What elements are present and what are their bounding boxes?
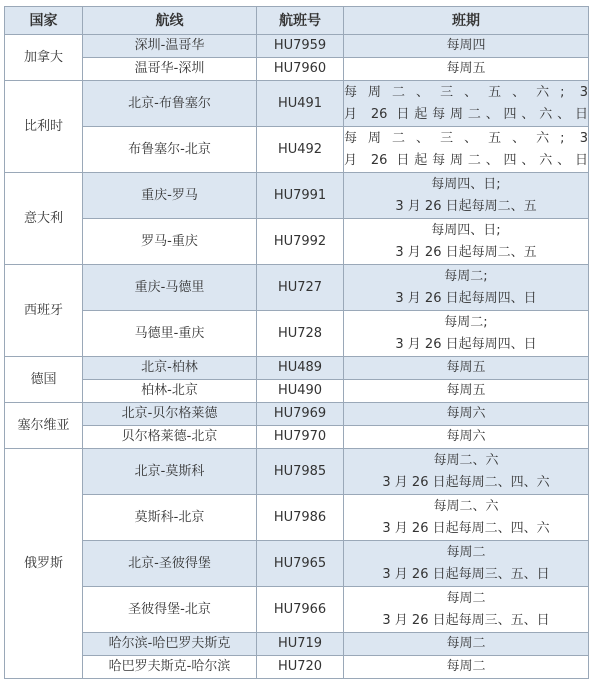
- schedule-cell: [344, 495, 589, 541]
- flight-number-cell: HU7965: [257, 541, 344, 587]
- schedule-line: 每周二、三、五、六; 3: [344, 84, 588, 100]
- route-cell: 深圳-温哥华: [83, 35, 257, 58]
- route-cell: 哈尔滨-哈巴罗夫斯克: [83, 633, 257, 656]
- schedule-cell: [344, 403, 589, 426]
- table-body: [5, 35, 589, 679]
- route-cell: 哈巴罗夫斯克-哈尔滨: [83, 656, 257, 679]
- route-cell: 北京-圣彼得堡: [83, 541, 257, 587]
- flight-number-cell: HU7959: [257, 35, 344, 58]
- table-row: [5, 173, 589, 219]
- flight-number-cell: HU491: [257, 81, 344, 127]
- country-cell: 比利时: [5, 81, 83, 173]
- country-cell: 意大利: [5, 173, 83, 265]
- country-cell: 塞尔维亚: [5, 403, 83, 449]
- flight-number-cell: HU719: [257, 633, 344, 656]
- route-cell: 莫斯科-北京: [83, 495, 257, 541]
- schedule-cell: [344, 426, 589, 449]
- schedule-line: 月 26 日起每周二、四、六、日: [344, 152, 588, 168]
- table-row: [5, 380, 589, 403]
- schedule-line: 每周二;: [444, 268, 488, 284]
- header-route: 航线: [83, 7, 257, 35]
- schedule-cell: [344, 357, 589, 380]
- flight-number-cell: HU7970: [257, 426, 344, 449]
- route-cell: 马德里-重庆: [83, 311, 257, 357]
- schedule-cell: [344, 219, 589, 265]
- country-cell: 西班牙: [5, 265, 83, 357]
- schedule-line: 月 26 日起每周二、四、六、日: [344, 106, 588, 122]
- flight-schedule-table: [4, 6, 589, 679]
- header-flight-no: 航班号: [257, 7, 344, 35]
- table-row: [5, 219, 589, 265]
- header-schedule: 班期: [344, 7, 589, 35]
- schedule-cell: [344, 35, 589, 58]
- schedule-line: 每周四、日;: [431, 176, 501, 192]
- schedule-line: 3 月 26 日起每周四、日: [395, 336, 537, 352]
- schedule-line: 每周二: [446, 659, 486, 674]
- schedule-cell: [344, 173, 589, 219]
- route-cell: 北京-贝尔格莱德: [83, 403, 257, 426]
- schedule-line: 3 月 26 日起每周三、五、日: [382, 566, 550, 582]
- flight-number-cell: HU7985: [257, 449, 344, 495]
- table-row: [5, 541, 589, 587]
- schedule-line: 3 月 26 日起每周二、四、六: [382, 520, 550, 536]
- table-row: [5, 81, 589, 127]
- schedule-line: 每周四、日;: [431, 222, 501, 238]
- schedule-cell: [344, 265, 589, 311]
- schedule-cell: [344, 656, 589, 679]
- schedule-line: 每周二、三、五、六; 3: [344, 130, 588, 146]
- route-cell: 重庆-马德里: [83, 265, 257, 311]
- schedule-line: 每周六: [446, 429, 486, 444]
- table-row: [5, 449, 589, 495]
- flight-number-cell: HU720: [257, 656, 344, 679]
- route-cell: 北京-柏林: [83, 357, 257, 380]
- table-row: [5, 357, 589, 380]
- flight-number-cell: HU7966: [257, 587, 344, 633]
- route-cell: 重庆-罗马: [83, 173, 257, 219]
- flight-number-cell: HU492: [257, 127, 344, 173]
- schedule-line: 每周五: [446, 61, 486, 76]
- route-cell: 罗马-重庆: [83, 219, 257, 265]
- flight-number-cell: HU7960: [257, 58, 344, 81]
- schedule-cell: [344, 311, 589, 357]
- table-row: [5, 58, 589, 81]
- schedule-cell: [344, 449, 589, 495]
- route-cell: 圣彼得堡-北京: [83, 587, 257, 633]
- flight-number-cell: HU490: [257, 380, 344, 403]
- table-row: [5, 311, 589, 357]
- schedule-cell: [344, 541, 589, 587]
- schedule-line: 每周二;: [444, 314, 488, 330]
- table-row: [5, 35, 589, 58]
- flight-number-cell: HU7969: [257, 403, 344, 426]
- schedule-line: 3 月 26 日起每周二、四、六: [382, 474, 550, 490]
- table-row: [5, 403, 589, 426]
- table-row: [5, 127, 589, 173]
- schedule-line: 每周五: [446, 360, 486, 375]
- flight-number-cell: HU489: [257, 357, 344, 380]
- schedule-line: 3 月 26 日起每周四、日: [395, 290, 537, 306]
- route-cell: 北京-布鲁塞尔: [83, 81, 257, 127]
- schedule-line: 每周四: [446, 38, 486, 53]
- flight-number-cell: HU7992: [257, 219, 344, 265]
- schedule-line: 每周五: [446, 383, 486, 398]
- schedule-cell: [344, 127, 589, 173]
- flight-number-cell: HU7986: [257, 495, 344, 541]
- schedule-cell: [344, 587, 589, 633]
- schedule-line: 3 月 26 日起每周二、五: [395, 198, 537, 214]
- table-row: [5, 426, 589, 449]
- flight-number-cell: HU728: [257, 311, 344, 357]
- schedule-line: 每周二: [446, 544, 486, 560]
- route-cell: 柏林-北京: [83, 380, 257, 403]
- route-cell: 北京-莫斯科: [83, 449, 257, 495]
- schedule-line: 每周二: [446, 636, 486, 651]
- country-cell: 加拿大: [5, 35, 83, 81]
- schedule-line: 每周二、六: [433, 452, 499, 468]
- schedule-cell: [344, 81, 589, 127]
- flight-number-cell: HU727: [257, 265, 344, 311]
- schedule-line: 3 月 26 日起每周二、五: [395, 244, 537, 260]
- schedule-line: 每周二: [446, 590, 486, 606]
- table-header-row: [5, 7, 589, 35]
- route-cell: 温哥华-深圳: [83, 58, 257, 81]
- route-cell: 布鲁塞尔-北京: [83, 127, 257, 173]
- schedule-line: 每周六: [446, 406, 486, 421]
- route-cell: 贝尔格莱德-北京: [83, 426, 257, 449]
- table-row: [5, 656, 589, 679]
- flight-number-cell: HU7991: [257, 173, 344, 219]
- country-cell: 德国: [5, 357, 83, 403]
- schedule-line: 3 月 26 日起每周三、五、日: [382, 612, 550, 628]
- table-row: [5, 587, 589, 633]
- schedule-cell: [344, 58, 589, 81]
- table-row: [5, 633, 589, 656]
- table-row: [5, 495, 589, 541]
- schedule-cell: [344, 380, 589, 403]
- country-cell: 俄罗斯: [5, 449, 83, 679]
- table-row: [5, 265, 589, 311]
- schedule-line: 每周二、六: [433, 498, 499, 514]
- schedule-cell: [344, 633, 589, 656]
- header-country: 国家: [5, 7, 83, 35]
